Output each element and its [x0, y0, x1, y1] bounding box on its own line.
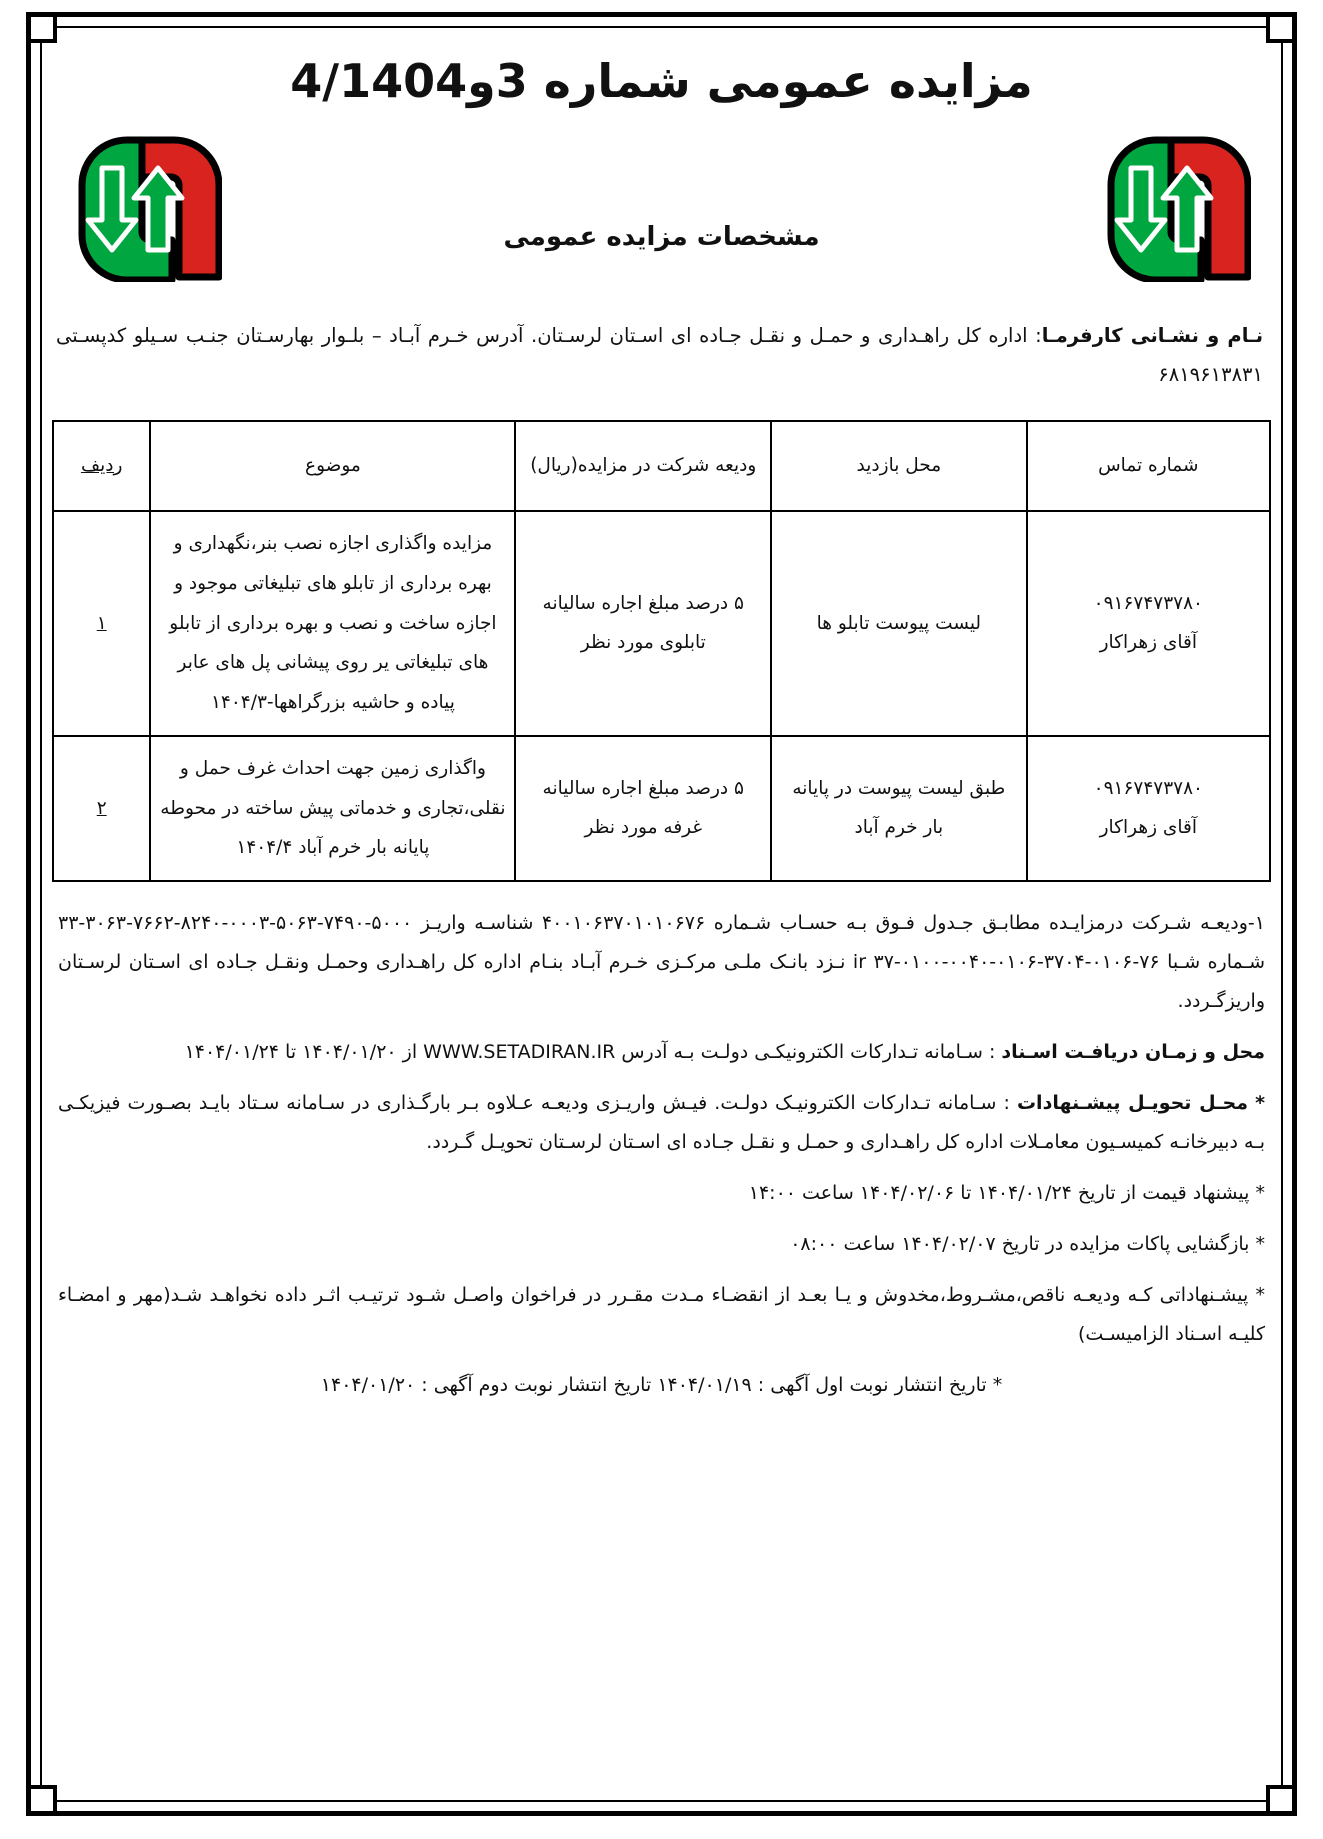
- note-documents-text: : سـامانه تـدارکات الکترونیکـی دولـت بـه آدرس WWW.SETADIRAN.IR از ۱۴۰۴/۰۱/۲۰ تا ۱۴۰۴/۰۱/۲۴: [184, 1040, 1002, 1063]
- employer-label: نـام و نشـانی کارفرمـا: [1041, 324, 1264, 347]
- note-publish-dates: * تاریخ انتشار نوبت اول آگهی : ۱۴۰۴/۰۱/۱۹ تاریخ انتشار نوبت دوم آگهی : ۱۴۰۴/۰۱/۲۰: [320, 1373, 1003, 1396]
- table-row: [53, 736, 1270, 881]
- cell-visit-place: طبق لیست پیوست در پایانه بار خرم آباد: [771, 736, 1027, 881]
- cell-row-number: ۱: [53, 511, 150, 736]
- employer-value: اداره کل راهـداری و حمـل و نقـل جـاده ای اسـتان لرسـتان. آدرس خـرم آبـاد – بلـوار بهارسـتان جنـب سـیلو کدپسـتی ۶۸۱۹۶۱۳۸۳۱: [56, 324, 1263, 386]
- note-incomplete-offers: * پیشـنهاداتی کـه ودیعـه ناقص،مشـروط،مخدوش و یـا بعـد از انقضـاء مـدت مقـرر در فراخوان واصـل شـود ترتیـب اثـر داده نخواهـد شـد(مهر و امضـاء کلیـه اسـناد الزامیسـت): [58, 1283, 1265, 1345]
- contact-phone: ۰۹۱۶۷۴۷۳۷۸۰: [1093, 592, 1203, 614]
- cell-row-number: ۲: [53, 736, 150, 881]
- note-deposit-account: ۱-ودیعـه شـرکت درمزایـده مطابـق جـدول فـوق بـه حسـاب شـماره ۴۰۰۱۰۶۳۷۰۱۰۱۰۶۷۶ شناسـه واریـز ۵۰۰۰-۷۴۹۰-۵۰۶۳-۰۰۰۳-۸۲۴۰-۷۶۶۲-۳۰۶۳-۳۳ شـماره شـبا ۷۶-۰۱۰۶-۳۷۰۴-۰۱۰۶-۰۰۴۰-۰۱۰۰-۳۷ ir نـزد بانـک ملـی مرکـزی خـرم آبـاد بنـام اداره کل راهـداری وحمـل ونقـل جـاده ای اسـتان لرسـتان واریزگـردد.: [58, 912, 1265, 1012]
- bid-items-table: [52, 420, 1271, 882]
- contact-phone: ۰۹۱۶۷۴۷۳۷۸۰: [1093, 777, 1203, 799]
- contact-person: آقای زهراکار: [1099, 817, 1197, 839]
- table-header-row: [53, 421, 1270, 511]
- organization-logo-right: [1101, 122, 1251, 282]
- note-delivery-text: : سـامانه تـدارکات الکترونیـک دولـت. فیـش واریـزی ودیعـه عـلاوه بـر بارگـذاری در سـامانه سـتاد بایـد بصـورت فیزیکـی بـه دبیرخانـه کمیسـیون معامـلات اداره کل راهـداری و حمـل و نقـل جـاده ای اسـتان لرسـتان تحویـل گـردد.: [58, 1091, 1265, 1153]
- column-header-visit-place: محل بازدید: [771, 421, 1027, 511]
- note-documents-label: محل و زمـان دریافـت اسـناد: [1001, 1040, 1265, 1063]
- document-subtitle: مشخصات مزایده عمومی: [503, 222, 820, 252]
- column-header-deposit: ودیعه شرکت در مزایده(ریال): [515, 421, 771, 511]
- note-opening: * بازگشایی پاکات مزایده در تاریخ ۱۴۰۴/۰۲/۰۷ ساعت ۰۸:۰۰: [790, 1232, 1265, 1255]
- page-title: مزایده عمومی شماره 3و4/1404: [290, 54, 1033, 108]
- note-delivery-label: محـل تحویـل پیشـنهادات: [1016, 1091, 1248, 1114]
- cell-deposit: ۵ درصد مبلغ اجاره سالیانه غرفه مورد نظر: [515, 736, 771, 881]
- column-header-row-number: ردیف: [53, 421, 150, 511]
- cell-visit-place: لیست پیوست تابلو ها: [771, 511, 1027, 736]
- document-header: [52, 54, 1271, 252]
- note-delivery: [58, 1084, 1265, 1162]
- cell-contact: [1027, 736, 1270, 881]
- employer-separator: :: [1035, 324, 1042, 347]
- footer-notes: [52, 904, 1271, 1404]
- column-header-contact: شماره تماس: [1027, 421, 1270, 511]
- cell-subject: مزایده واگذاری اجازه نصب بنر،نگهداری و بهره برداری از تابلو های تبلیغاتی موجود و اجازه ساخت و نصب و بهره برداری از تابلو های تبلیغاتی یر روی پیشانی پل های عابر پیاده و حاشیه بزرگراهها-۱۴۰۴/۳: [150, 511, 515, 736]
- employer-info: [52, 316, 1271, 394]
- organization-logo-left: [72, 122, 222, 282]
- cell-subject: واگذاری زمین جهت احداث غرف حمل و نقلی،تجاری و خدماتی پیش ساخته در محوطه پایانه بار خرم آباد ۱۴۰۴/۴: [150, 736, 515, 881]
- cell-deposit: ۵ درصد مبلغ اجاره سالیانه تابلوی مورد نظر: [515, 511, 771, 736]
- note-price-offer: * پیشنهاد قیمت از تاریخ ۱۴۰۴/۰۱/۲۴ تا ۱۴۰۴/۰۲/۰۶ ساعت ۱۴:۰۰: [748, 1181, 1265, 1204]
- contact-person: آقای زهراکار: [1099, 632, 1197, 654]
- cell-contact: [1027, 511, 1270, 736]
- note-documents: [58, 1033, 1265, 1072]
- document-content: [52, 32, 1271, 1796]
- table-row: [53, 511, 1270, 736]
- column-header-subject: موضوع: [150, 421, 515, 511]
- note-delivery-bullet: *: [1255, 1091, 1265, 1114]
